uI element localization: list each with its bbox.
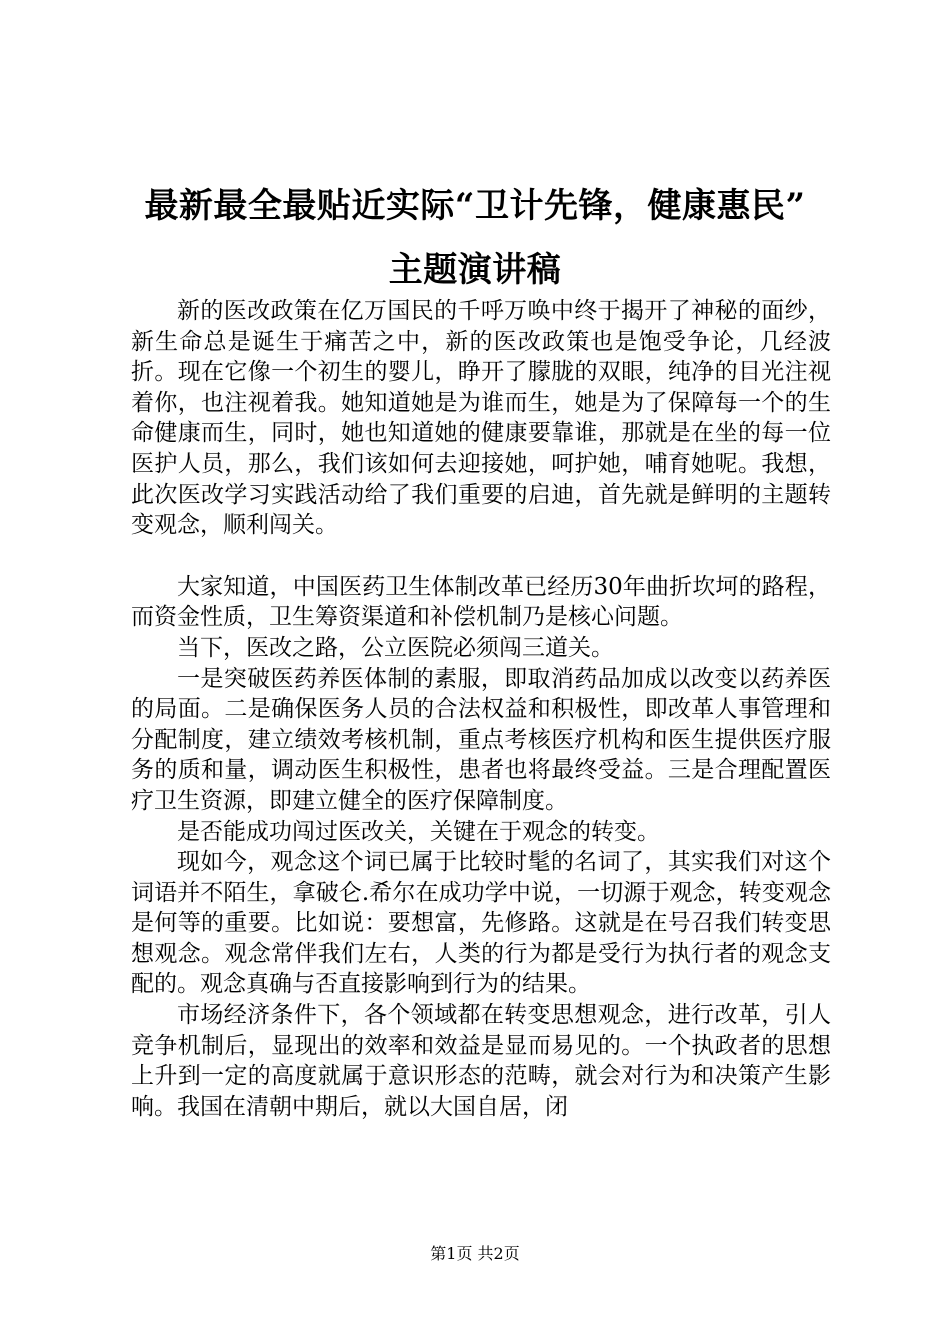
paragraph: 新的医改政策在亿万国民的千呼万唤中终于揭开了神秘的面纱，新生命总是诞生于痛苦之中，新的医改政策也是饱受争论，几经波折。现在它像一个初生的婴儿，睁开了朦胧的双眼，纯净的目光注视着你，也注视着我。她知道她是为谁而生，她是为了保障每一个的生命健康而生，同时，她也知道她的健康要靠谁，那就是在坐的每一位医护人员，那么，我们该如何去迎接她，呵护她，哺育她呢。我想，此次医改学习实践活动给了我们重要的启迪，首先就是鲜明的主题转变观念，顺利闯关。 (131, 298, 831, 539)
paragraph: 市场经济条件下，各个领域都在转变思想观念，进行改革，引人竞争机制后，显现出的效率和效益是显而易见的。一个执政者的思想上升到一定的高度就属于意识形态的范畴，就会对行为和决策产生影响。我国在清朝中期后，就以大国自居，闭 (131, 1002, 831, 1120)
document-title-line-2: 主题演讲稿 (388, 250, 562, 290)
paragraph: 是否能成功闯过医改关，关键在于观念的转变。 (177, 818, 660, 845)
document-title-line-1: 最新最全最贴近实际“卫计先锋，健康惠民” (144, 186, 806, 226)
paragraph: 当下，医改之路，公立医院必须闯三道关。 (177, 634, 614, 661)
paragraph: 现如今，观念这个词已属于比较时髦的名词了，其实我们对这个词语并不陌生，拿破仑.希尔在成功学中说，一切源于观念，转变观念是何等的重要。比如说：要想富，先修路。这就是在号召我们转变思想观念。观念常伴我们左右，人类的行为都是受行为执行者的观念支配的。观念真确与否直接影响到行为的结果。 (131, 849, 831, 998)
page-footer: 第1页 共2页 (430, 1244, 520, 1263)
paragraph: 一是突破医药养医体制的素服，即取消药品加成以改变以药养医的局面。二是确保医务人员的合法权益和积极性，即改革人事管理和分配制度，建立绩效考核机制，重点考核医疗机构和医生提供医疗服务的质和量，调动医生积极性，患者也将最终受益。三是合理配置医疗卫生资源，即建立健全的医疗保障制度。 (131, 665, 831, 814)
document-body (131, 296, 831, 1122)
paragraph: 大家知道，中国医药卫生体制改革已经历30年曲折坎坷的路程，而资金性质，卫生筹资渠道和补偿机制乃是核心问题。 (131, 573, 831, 631)
